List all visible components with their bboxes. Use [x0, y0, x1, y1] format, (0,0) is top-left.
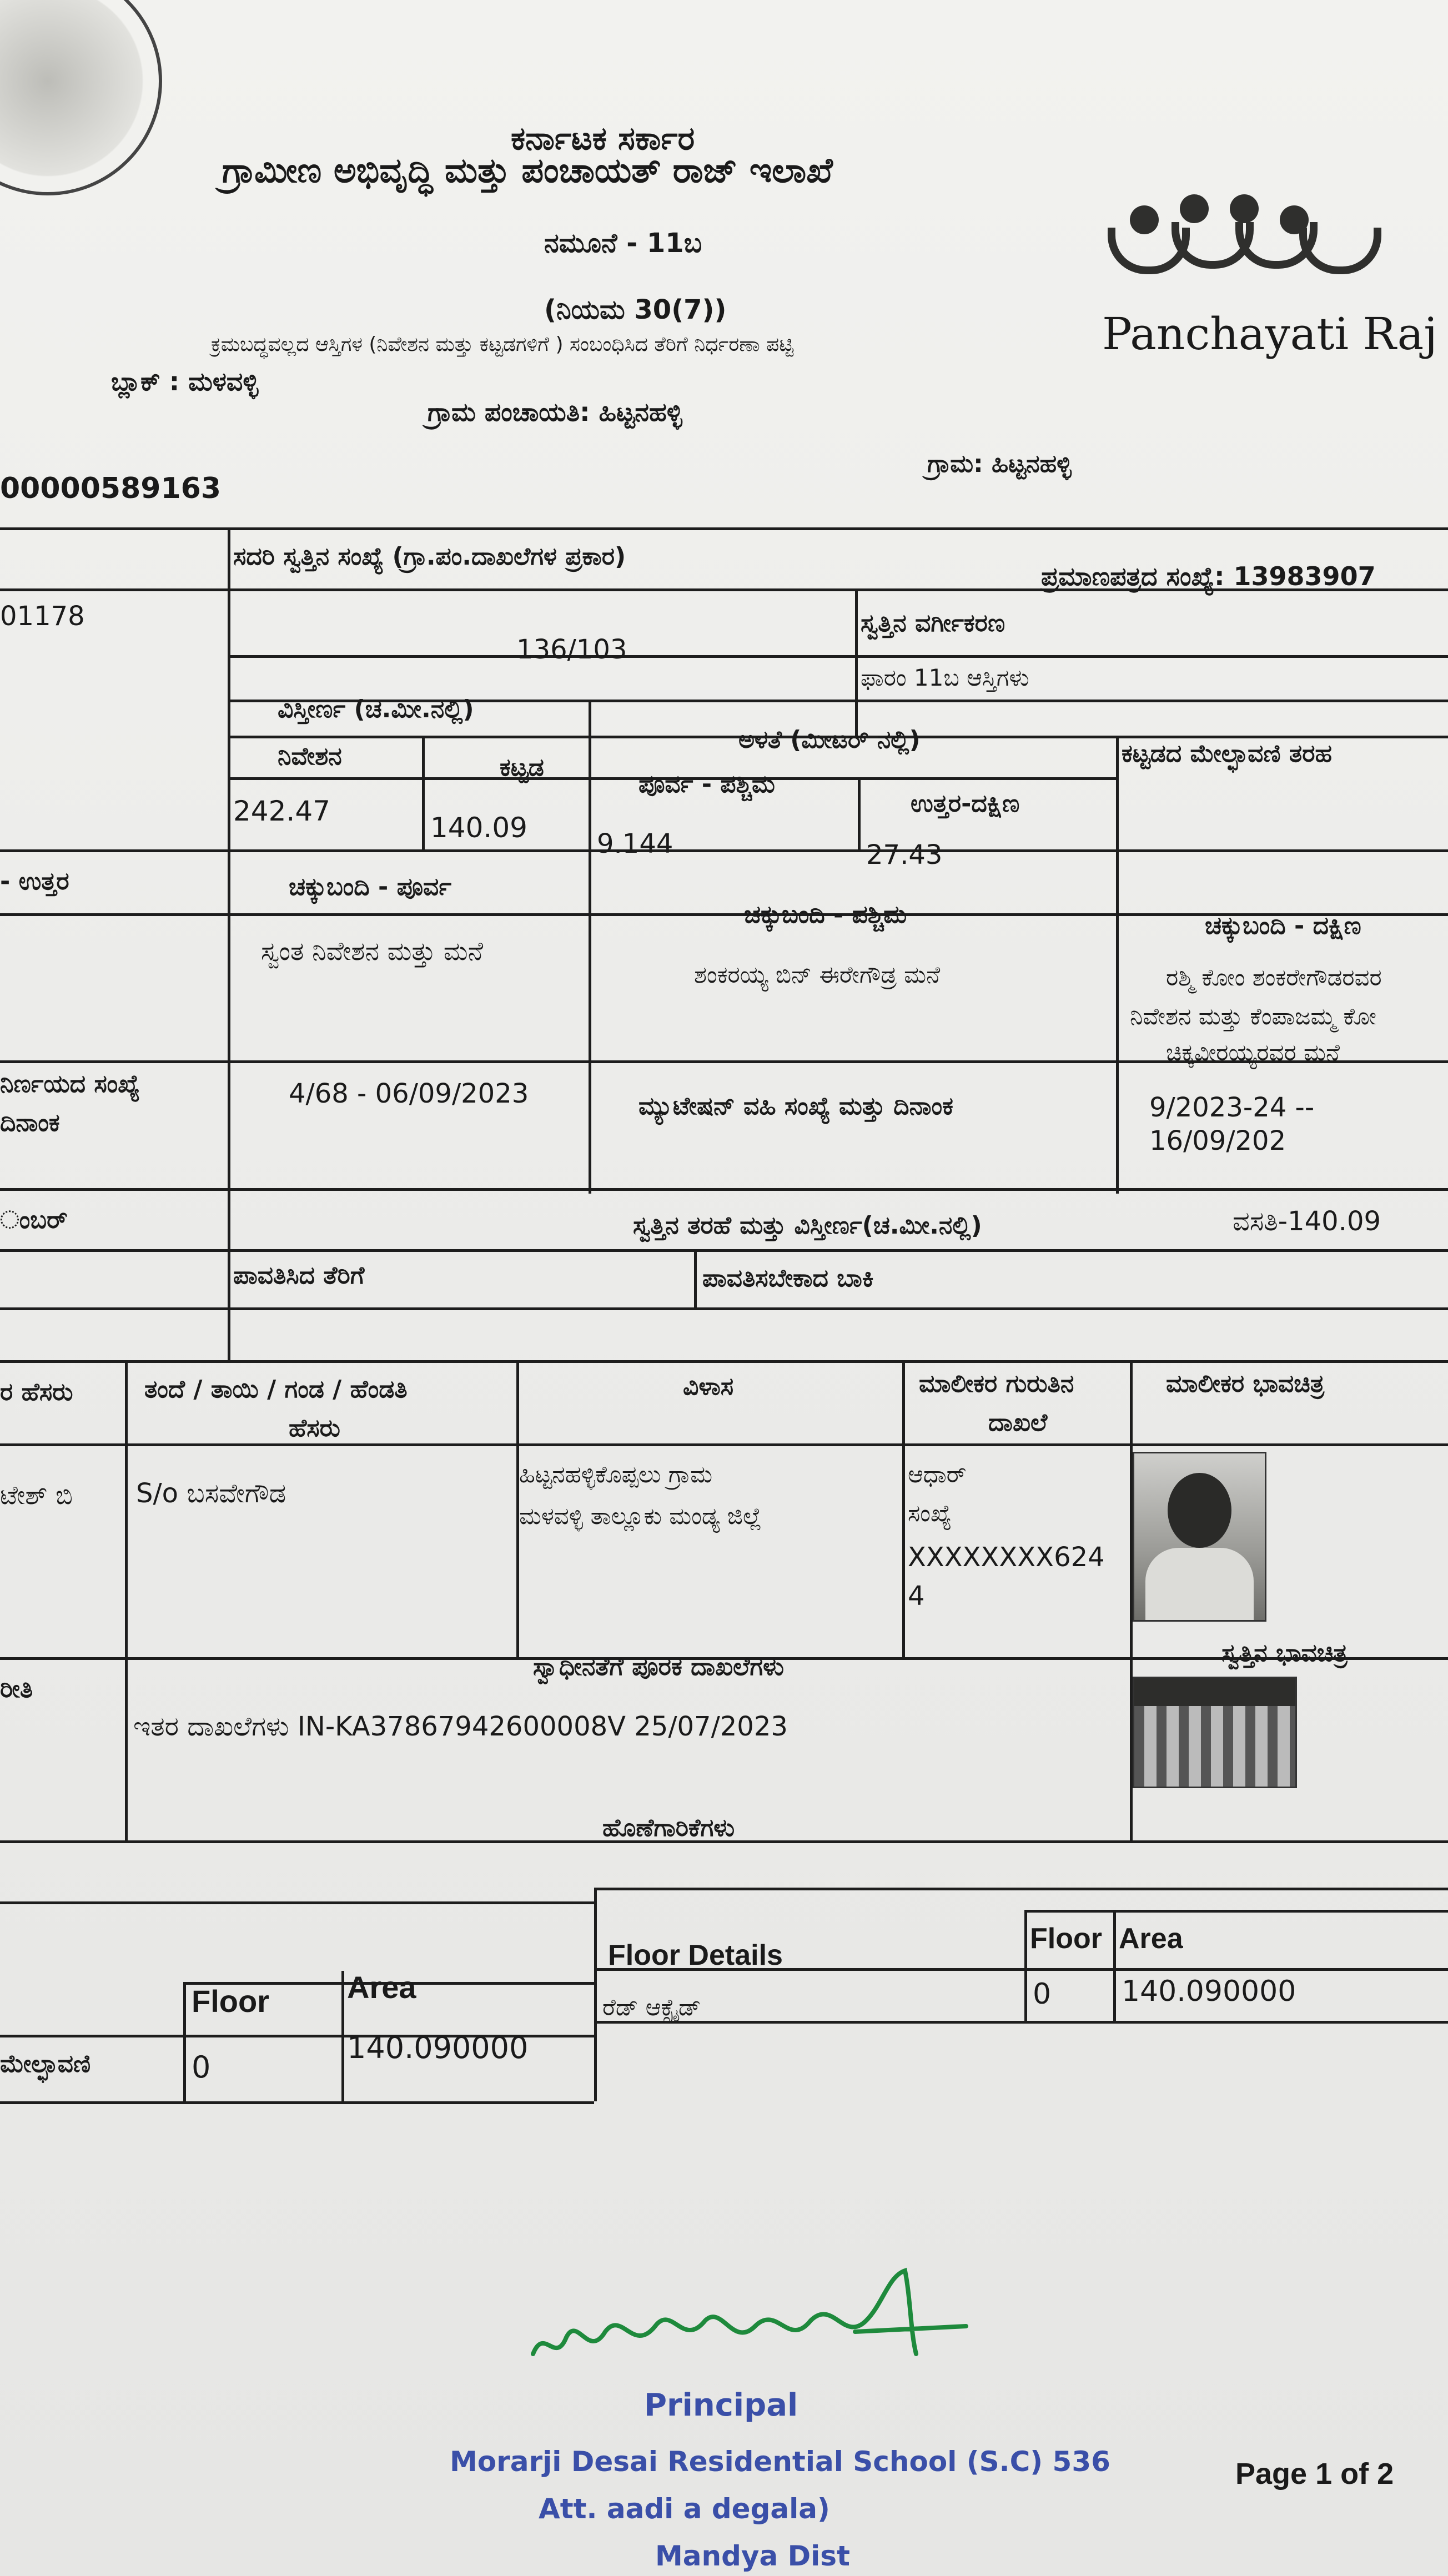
possession-docs-label: ಸ್ವಾಧೀನತೆಗೆ ಪೂರಕ ದಾಖಲೆಗಳು [533, 1653, 785, 1681]
resolution-date-label: ದಿನಾಂಕ [0, 1109, 60, 1137]
grid-line [855, 588, 858, 738]
grid-line [1113, 1910, 1116, 2024]
mutation-label: ಮ್ಯುಟೇಷನ್ ವಹಿ ಸಂಖ್ಯೆ ಮತ್ತು ದಿನಾಂಕ [638, 1092, 953, 1120]
area-header-left: Area [347, 1970, 416, 2005]
block-name: ಬ್ಲಾಕ್ : ಮಳವಳ್ಳಿ [111, 366, 259, 396]
floor-details-header: Floor Details [608, 1939, 783, 1971]
grid-line [0, 1901, 594, 1904]
grid-line [125, 1360, 128, 1843]
roof-type-label: ಕಟ್ಟಡದ ಮೇಲ್ಛಾವಣಿ ತರಹ [1122, 739, 1332, 768]
grid-line [0, 1360, 1448, 1363]
govt-title: ಕರ್ನಾಟಕ ಸರ್ಕಾರ [511, 119, 695, 157]
owner-name: ಟೇಶ್ ಬಿ [0, 1480, 73, 1510]
grid-line [1116, 736, 1119, 1194]
south-boundary-line3: ಚಿಕ್ಕವೀರಯ್ಯರವರ ಮನೆ [1166, 1039, 1340, 1066]
left-id: 01178 [0, 601, 85, 632]
grid-line [228, 527, 230, 1360]
paid-tax-label: ಪಾವತಿಸಿದ ತೆರಿಗೆ [233, 1261, 365, 1290]
area-label: ವಿಸ್ತೀರ್ಣ (ಚ.ಮೀ.ನಲ್ಲಿ) [278, 695, 474, 723]
east-boundary-label: ಚಕ್ಕುಬಂದಿ - ಪೂರ್ವ [289, 873, 452, 901]
owner-id-line1: ಆಧಾರ್ [908, 1461, 967, 1488]
grid-line [0, 527, 1448, 530]
gram-panchayat: ಗ್ರಾಮ ಪಂಚಾಯತಿ: ಹಿಟ್ಟನಹಳ್ಳಿ [428, 397, 682, 427]
grid-line [902, 1360, 905, 1657]
property-photo [1133, 1677, 1297, 1788]
nature-value: ವಸತಿ-140.09 [1233, 1206, 1381, 1237]
nature-label: ಸ್ವತ್ತಿನ ತರಹೆ ಮತ್ತು ವಿಸ್ತೀರ್ಣ(ಚ.ಮೀ.ನಲ್ಲಿ) [633, 1211, 982, 1240]
grid-line [183, 1982, 186, 2101]
south-boundary-line1: ರಶ್ಮಿ ಕೋಂ ಶಂಕರೇಗೌಡರವರ [1166, 964, 1382, 991]
due-tax-label: ಪಾವತಿಸಬೇಕಾದ ಬಾಕಿ [702, 1264, 874, 1292]
resolution-label: ನಿರ್ಣಯದ ಸಂಖ್ಯೆ [0, 1070, 140, 1098]
number-label: ಂಬರ್ [0, 1206, 68, 1234]
stamp-line2: Att. aadi a degala) [539, 2493, 830, 2525]
address-line1: ಹಿಟ್ಟನಹಳ್ಳಿಕೊಪ್ಪಲು ಗ್ರಾಮ [519, 1461, 713, 1488]
stamp-line1: Morarji Desai Residential School (S.C) 536 [450, 2446, 1110, 2478]
floor-header-left: Floor [192, 1984, 269, 2019]
floor-value-left: 0 [192, 2050, 211, 2085]
stamp-line3: Mandya Dist [655, 2540, 850, 2572]
relation-label: ತಂದೆ / ತಾಯಿ / ಗಂಡ / ಹೆಂಡತಿ [144, 1375, 408, 1403]
panchayati-raj-logo [1097, 189, 1374, 316]
logo-text: Panchayati Raj [1102, 308, 1438, 360]
floor-value-right: 0 [1033, 1978, 1052, 2011]
grid-line [589, 700, 591, 1194]
south-boundary-line2: ನಿವೇಶನ ಮತ್ತು ಕೆಂಪಾಜಮ್ಮ ಕೋ [1130, 1003, 1376, 1030]
grid-line [0, 2101, 594, 2104]
property-number: 136/103 [516, 634, 627, 665]
page-number: Page 1 of 2 [1235, 2457, 1394, 2491]
area-header-right: Area [1119, 1923, 1183, 1955]
grid-line [594, 1888, 597, 2101]
north-south-label: ಉತ್ತರ-ದಕ್ಷಿಣ [911, 789, 1020, 818]
village-name: ಗ್ರಾಮ: ಹಿಟ್ಟನಹಳ್ಳಿ [927, 450, 1072, 478]
grid-line [0, 1307, 1448, 1310]
area-value-left: 140.090000 [347, 2030, 529, 2065]
building-area: 140.09 [430, 812, 527, 844]
grid-line [0, 1188, 1448, 1191]
relation-label-2: ಹೆಸರು [289, 1414, 340, 1442]
north-south-value: 27.43 [866, 839, 943, 871]
dimensions-label: ಅಳತೆ (ಮೀಟರ್ ನಲ್ಲಿ) [738, 726, 921, 754]
grid-line [694, 1249, 697, 1307]
owner-id-label: ಮಾಲೀಕರ ಗುರುತಿನ [919, 1370, 1074, 1398]
floor-detail-value: ರೆಡ್ ಆಕ್ಸೈಡ್ [602, 1994, 701, 2021]
east-boundary-value: ಸ್ವಂತ ನಿವೇಶನ ಮತ್ತು ಮನೆ [261, 936, 484, 966]
handwritten-signature [522, 2265, 977, 2393]
building-label: ಕಟ್ಟಡ [500, 753, 544, 782]
address-line2: ಮಳವಳ್ಳಿ ತಾಲ್ಲೂಕು ಮಂಡ್ಯ ಜಿಲ್ಲೆ [519, 1502, 762, 1530]
grid-line [1024, 1910, 1448, 1913]
form-name: ನಮೂನೆ - 11ಬ [544, 228, 702, 259]
mutation-value: 9/2023-24 -- 16/09/202 [1149, 1092, 1315, 1156]
owner-id-line3: XXXXXXXX624 [908, 1542, 1105, 1573]
stamp-title: Principal [644, 2387, 798, 2423]
relation-value: S/o ಬಸವೇಗೌಡ [136, 1478, 286, 1509]
grid-line [594, 1888, 1448, 1890]
grid-line [0, 849, 1448, 852]
owner-id-line4: 4 [908, 1581, 925, 1612]
roof-row-label: ಮೇಲ್ಛಾವಣಿ [0, 2050, 91, 2078]
dept-title: ಗ್ರಾಮೀಣ ಅಭಿವೃದ್ಧಿ ಮತ್ತು ಪಂಚಾಯತ್ ರಾಜ್ ಇಲಾಖೆ [222, 150, 833, 190]
owner-id-label-2: ದಾಖಲೆ [988, 1408, 1048, 1437]
address-label: ವಿಳಾಸ [683, 1372, 734, 1401]
site-area: 242.47 [233, 795, 330, 827]
floor-header-right: Floor [1030, 1923, 1102, 1955]
other-documents: ಇತರ ದಾಖಲೆಗಳು IN-KA37867942600008V 25/07/2023 [133, 1711, 788, 1742]
classification-label: ಸ್ವತ್ತಿನ ವರ್ಗೀಕರಣ [861, 609, 1005, 637]
grid-line [228, 655, 1448, 658]
id-number: 00000589163 [0, 472, 221, 505]
owner-name-label: ರ ಹೆಸರು [0, 1378, 73, 1406]
owner-photo [1133, 1452, 1266, 1622]
grid-line [1024, 1910, 1027, 2024]
liabilities-label: ಹೊಣೆಗಾರಿಕೆಗಳು [602, 1814, 735, 1842]
government-seal [0, 0, 162, 195]
grid-line [0, 1443, 1448, 1446]
site-label: ನಿವೇಶನ [278, 742, 342, 771]
owner-photo-label: ಮಾಲೀಕರ ಭಾವಚಿತ್ರ [1166, 1370, 1325, 1398]
property-photo-label: ಸ್ವತ್ತಿನ ಭಾವಚಿತ್ರ [1221, 1639, 1348, 1667]
form-subtitle: ಕ್ರಮಬದ್ಧವಲ್ಲದ ಆಸ್ತಿಗಳ (ನಿವೇಶನ ಮತ್ತು ಕಟ್ಟಡಗಳಿಗೆ ) ಸಂಬಂಧಿಸಿದ ತೆರಿಗೆ ನಿರ್ಧರಣಾ ಪಟ್ಟಿ [211, 333, 794, 356]
north-label: - ಉತ್ತರ [0, 867, 69, 895]
south-boundary-label: ಚಕ್ಕುಬಂದಿ - ದಕ್ಷಿಣ [1205, 912, 1361, 940]
area-value-right: 140.090000 [1122, 1975, 1296, 2008]
east-west-label: ಪೂರ್ವ - ಪಶ್ಚಿಮ [638, 770, 775, 798]
rule-text: (ನಿಯಮ 30(7)) [544, 294, 727, 325]
grid-line [422, 736, 425, 849]
certificate-number: ಪ್ರಮಾಣಪತ್ರದ ಸಂಖ್ಯೆ: 13983907 [1041, 561, 1376, 591]
grid-line [858, 777, 861, 849]
possession-label: ರೀತಿ [0, 1675, 33, 1703]
east-west-value: 9.144 [597, 828, 673, 859]
grid-line [0, 1249, 1448, 1252]
grid-line [341, 1971, 344, 2101]
west-boundary-label: ಚಕ್ಕುಬಂದಿ - ಪಶ್ಚಿಮ [744, 900, 907, 929]
property-number-label: ಸದರಿ ಸ್ವತ್ತಿನ ಸಂಖ್ಯೆ (ಗ್ರಾ.ಪಂ.ದಾಖಲೆಗಳ ಪ್ರಕಾರ) [233, 542, 626, 571]
resolution-value: 4/68 - 06/09/2023 [289, 1078, 529, 1109]
west-boundary-value: ಶಂಕರಯ್ಯ ಬಿನ್ ಈರೇಗೌಡ್ರ ಮನೆ [694, 961, 941, 988]
grid-line [594, 2021, 1448, 2024]
classification-value: ಫಾರಂ 11ಬ ಆಸ್ತಿಗಳು [861, 664, 1029, 691]
owner-id-line2: ಸಂಖ್ಯೆ [908, 1500, 952, 1527]
